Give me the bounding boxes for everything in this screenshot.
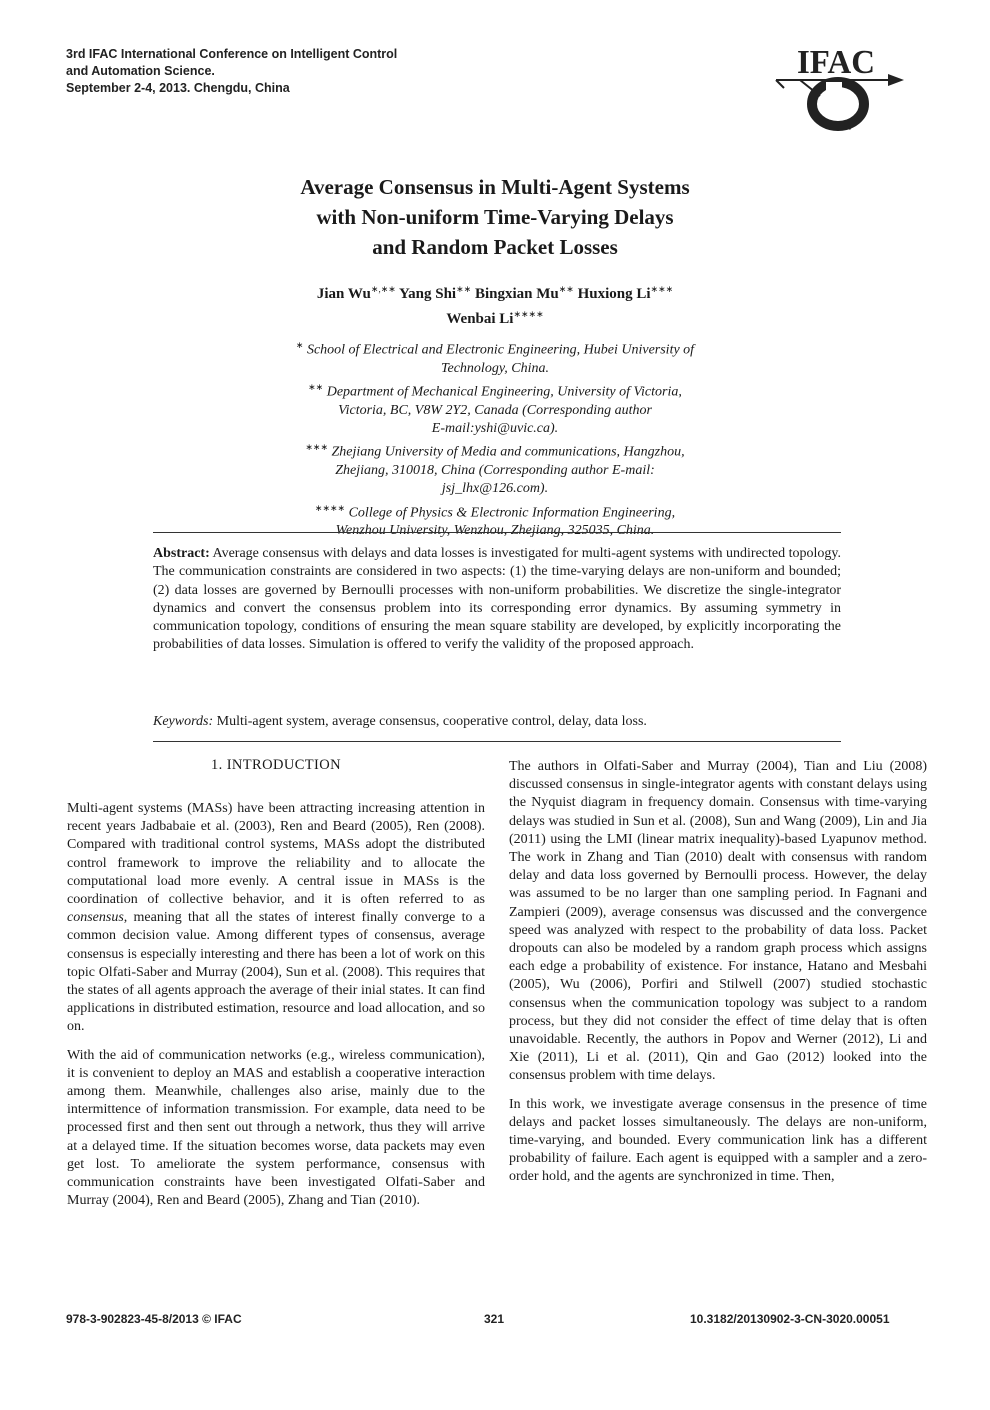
abstract-top-rule [153,532,841,533]
affiliation-line: College of Physics & Electronic Information Engineering, [348,505,676,521]
paragraph [67,800,485,1037]
title-line-1: Average Consensus in Multi-Agent Systems [300,175,690,199]
abstract [153,545,841,655]
paragraph: In this work, we investigate average consensus in the presence of time delays and packet losses simultaneously. The delays are non-uniform, time-varying, and bounded. Every communication link has a different probability of failure. Each agent is equipped with a sampler and a zero-order hold, and the agents are synchronized in time. Then, [509,1096,927,1185]
conference-header [66,46,397,97]
footer-doi: 10.3182/20130902-3-CN-3020.00051 [690,1312,890,1326]
conference-line-3: September 2-4, 2013. Chengdu, China [66,81,290,95]
affiliation-mark: ∗ [295,340,304,350]
author-mark: ∗,∗∗ [370,284,396,294]
keywords [153,713,841,731]
affiliations [220,336,770,541]
abstract-bottom-rule [153,741,841,742]
author-name: Huxiong Li [577,286,651,302]
keywords-text: Multi-agent system, average consensus, cooperative control, delay, data loss. [216,714,647,729]
section-heading [67,757,485,774]
author-mark: ∗∗ [558,284,574,294]
author-mark: ∗∗ [456,284,472,294]
affiliation-2 [220,378,770,438]
abstract-label: Abstract: [153,546,210,561]
conference-line-2: and Automation Science. [66,64,215,78]
affiliation-line: School of Electrical and Electronic Engineering, Hubei University of [306,342,695,358]
affiliation-4 [220,499,770,541]
affiliation-line: Department of Mechanical Engineering, University of Victoria, [326,384,682,400]
conference-line-1: 3rd IFAC International Conference on Intelligent Control [66,47,398,61]
paragraph-text: , meaning that all the states of interest finally converge to a common decision value. Among different types of consensus, average consensus is especially interesting and there has been a lot of work on this topic Olfati-Saber and Murray (2004), Sun et al. (2008). This requires that the states of all agents approach the average of their inial states. It can find applications in distributed estimation, resource and load allocation, and so on. [67,910,485,1035]
affiliation-line: jsj_lhx@126.com). [441,481,549,497]
author-list [140,279,850,329]
author-name: Jian Wu [316,286,371,302]
affiliation-line: Wenzhou University, Wenzhou, Zhejiang, 325035, China. [335,523,655,539]
title-line-3: and Random Packet Losses [372,235,618,259]
title-line-2: with Non-uniform Time-Varying Delays [316,205,674,229]
affiliation-line: Technology, China. [441,360,549,376]
left-column [67,800,485,1220]
affiliation-mark: ∗∗ [308,382,324,393]
author-mark: ∗∗∗ [650,284,674,294]
ifac-logo [770,38,910,138]
author-name: Bingxian Mu [474,286,559,302]
author-name: Yang Shi [398,286,457,302]
affiliation-mark: ∗∗∗∗ [314,502,346,513]
affiliation-1 [220,336,770,378]
affiliation-3 [220,438,770,498]
ifac-logo-text: IFAC [797,44,875,81]
author-name: Wenbai Li [446,311,514,327]
author-mark: ∗∗∗∗ [513,309,544,319]
affiliation-line: Zhejiang University of Media and communications, Hangzhou, [331,444,685,460]
section-title: INTRODUCTION [226,757,342,773]
emphasis-text: consensus [67,910,124,926]
paragraph-text: Multi-agent systems (MASs) have been attracting increasing attention in recent years Jadbabaie et al. (2003), Ren and Beard (2005), Ren (2008). Compared with traditional control systems, MASs adopt the distributed control framework to improve the reliability and to allocate the computational load more evenly. A central issue in MASs is the coordination of collective behavior, and it is often referred to as [67,801,485,908]
keywords-label: Keywords: [153,714,214,729]
paragraph: With the aid of communication networks (e.g., wireless communication), it is convenient to deploy an MAS and establish a cooperative interaction among them. Meanwhile, challenges also arise, mainly due to the intermittence of information transmission. For example, data need to be processed first and then sent out through a network, thus they will arrive at a delayed time. If the situation becomes worse, data packets may even get lost. To ameliorate the system performance, consensus with communication constraints have been investigated Olfati-Saber and Murray (2004), Ren and Beard (2005), Zhang and Tian (2010). [67,1047,485,1209]
footer-page-number: 321 [484,1312,505,1326]
abstract-text: Average consensus with delays and data losses is investigated for multi-agent systems with undirected topology. The communication constraints are considered in two aspects: (1) the time-varying delays are non-uniform and bounded; (2) data losses are governed by Bernoulli processes with non-uniform probabilities. We discretize the single-integrator dynamics and convert the consensus problem into its corresponding error dynamics. By assuming symmetry in communication topology, conditions of ensuring the mean square stability are developed, by explicitly incorporating the probabilities of data losses. Simulation is offered to verify the validity of the proposed approach. [153,546,842,653]
paper-title [140,172,850,262]
affiliation-mark: ∗∗∗ [305,442,329,453]
affiliation-line: Victoria, BC, V8W 2Y2, Canada (Corresponding author [338,402,652,418]
footer-isbn: 978-3-902823-45-8/2013 © IFAC [66,1312,242,1326]
right-column [509,758,927,1197]
paragraph: The authors in Olfati-Saber and Murray (2004), Tian and Liu (2008) discussed consensus in single-integrator agents with constant delays using the Nyquist diagram in frequency domain. Consensus with time-varying delays was studied in Sun et al. (2008), Sun and Wang (2009), Lin and Jia (2011) using the LMI (linear matrix inequality)-based Lyapunov method. The work in Zhang and Tian (2010) dealt with consensus with random delay and data loss governed by Bernoulli process. However, the delay was assumed to be no larger than one sampling period. In Fagnani and Zampieri (2009), average consensus was discussed and the convergence speed was analyzed with respect to the probability of data loss. Packet dropouts can also be modeled by a random graph process which assigns each edge a probability of existence. For instance, Hatano and Mesbahi (2005), Wu (2006), Porfiri and Stilwell (2007) studied stochastic consensus when the communication topology was subject to a random process, but they did not consider the effect of time delay that is often unavoidable. Recently, the authors in Popov and Werner (2012), Li and Xie (2011), Li et al. (2011), Qin and Gao (2012) looked into the consensus problem with time delays. [509,759,927,1084]
section-number: 1. [210,757,223,773]
affiliation-line: E-mail:yshi@uvic.ca). [431,421,559,437]
affiliation-line: Zhejiang, 310018, China (Corresponding author E-mail: [335,463,655,479]
